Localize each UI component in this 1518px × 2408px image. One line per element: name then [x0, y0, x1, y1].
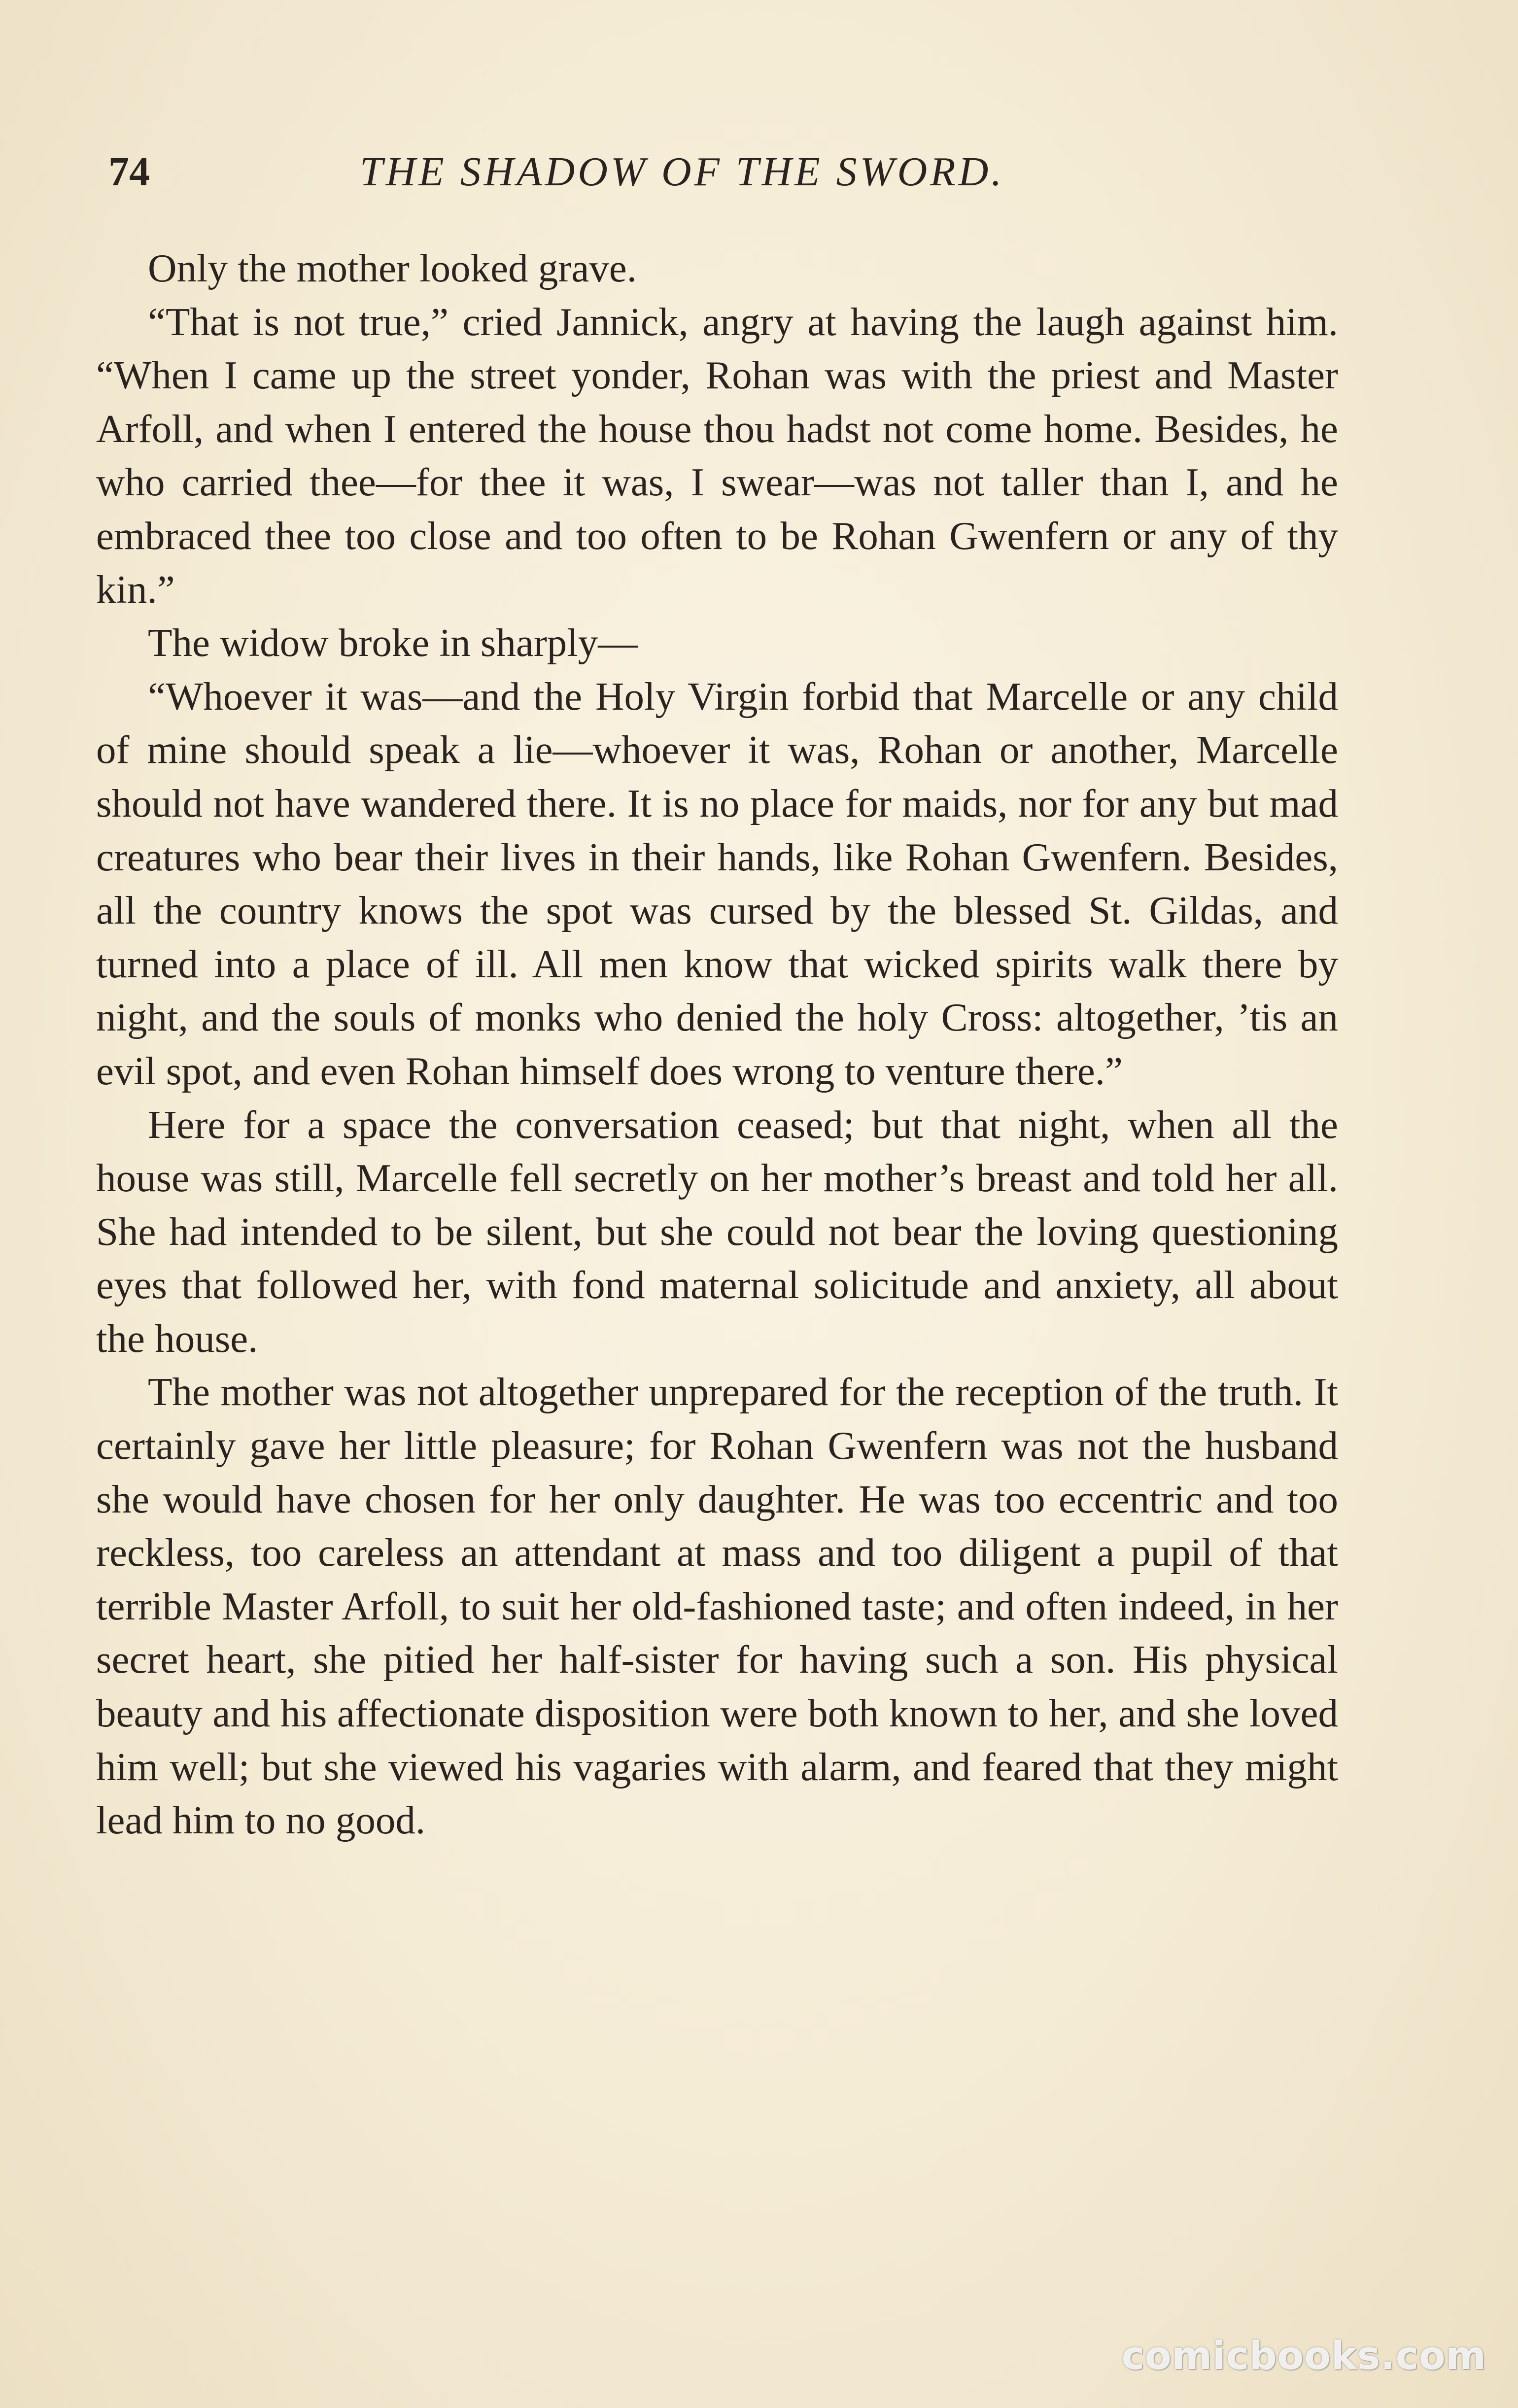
- paragraph: The widow broke in sharply—: [148, 620, 638, 665]
- running-title: THE SHADOW OF THE SWORD.: [360, 149, 1005, 195]
- page-number: 74: [108, 149, 150, 195]
- running-head: [94, 143, 1346, 202]
- paragraph: Only the mother looked grave.: [148, 246, 637, 290]
- body-text: [96, 241, 1338, 1847]
- paragraph: Here for a space the conversation ceased; but that night, when all the house was still, Marcelle fell secretly on her mother’s breast and told her all. She had intended to be silent, but she could not bear the loving questioning eyes that followed her, with fond maternal solicitude and anxiety, all about the house.: [96, 1102, 1338, 1361]
- site-watermark: comicbooks.com: [1121, 2334, 1486, 2378]
- paragraph: The mother was not altogether unprepared for the reception of the truth. It certainly gave her little pleasure; for Rohan Gwenfern was not the husband she would have chosen for her only daughter. He was too eccentric and too reckless, too careless an attendant at mass and too diligent a pupil of that terrible Master Arfoll, to suit her old-fashioned taste; and often indeed, in her secret heart, she pitied her half-sister for having such a son. His physical beauty and his affectionate disposition were both known to her, and she loved him well; but she viewed his vagaries with alarm, and feared that they might lead him to no good.: [96, 1370, 1338, 1843]
- paragraph: “That is not true,” cried Jannick, angry at having the laugh against him. “When I came up the street yonder, Rohan was with the priest and Master Arfoll, and when I entered the house thou hadst not come home. Besides, he who carried thee—for thee it was, I swear—was not taller than I, and he embraced thee too close and too often to be Rohan Gwenfern or any of thy kin.”: [96, 299, 1338, 612]
- paragraph: “Whoever it was—and the Holy Virgin forbid that Marcelle or any child of mine should speak a lie—whoever it was, Rohan or another, Marcelle should not have wandered there. It is no place for maids, nor for any but mad creatures who bear their lives in their hands, like Rohan Gwenfern. Besides, all the country knows the spot was cursed by the blessed St. Gildas, and turned into a place of ill. All men know that wicked spirits walk there by night, and the souls of monks who denied the holy Cross: altogether, ’tis an evil spot, and even Rohan himself does wrong to venture there.”: [96, 674, 1338, 1093]
